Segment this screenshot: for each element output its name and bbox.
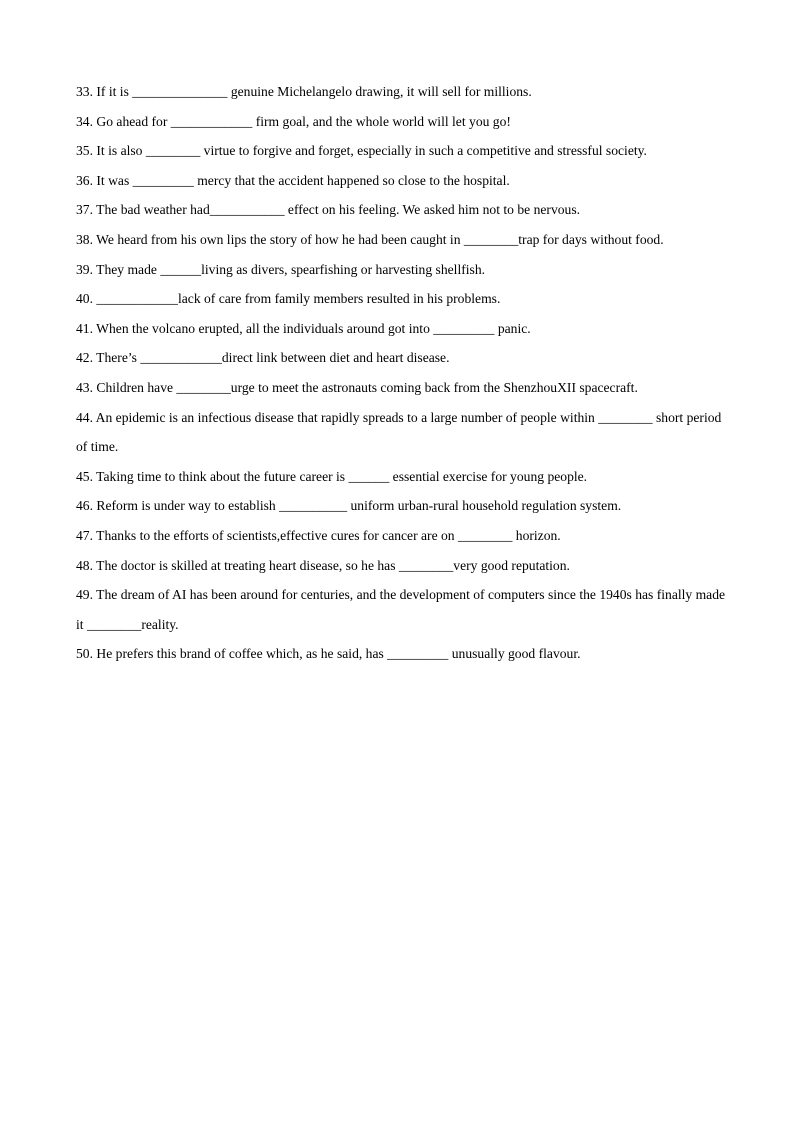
question-text: It was _________ mercy that the accident happened so close to the hospital. [96,172,510,188]
question-item [76,284,726,314]
question-text: Taking time to think about the future career is ______ essential exercise for young people. [96,468,588,484]
question-text: It is also ________ virtue to forgive and forget, especially in such a competitive and stressful society. [96,143,647,159]
question-item [76,314,726,344]
question-item [76,195,726,225]
question-text: We heard from his own lips the story of how he had been caught in ________trap for days without food. [96,231,664,247]
question-number: 42. [76,350,93,366]
question-item [76,343,726,373]
question-text: The doctor is skilled at treating heart disease, so he has ________very good reputation. [96,557,570,573]
question-text: If it is ______________ genuine Michelangelo drawing, it will sell for millions. [96,84,532,99]
question-number: 45. [76,468,93,484]
question-text: He prefers this brand of coffee which, as he said, has _________ unusually good flavour. [96,646,581,662]
question-item [76,580,726,639]
question-list [76,77,726,669]
question-item [76,551,726,581]
question-item [76,77,726,107]
question-item [76,462,726,492]
question-text: There’s ____________direct link between diet and heart disease. [96,350,450,366]
question-number: 33. [76,84,93,99]
question-text: The bad weather had___________ effect on his feeling. We asked him not to be nervous. [96,202,581,218]
question-item [76,373,726,403]
question-number: 44. [76,409,93,425]
question-number: 39. [76,261,93,277]
question-item [76,166,726,196]
question-text: Children have ________urge to meet the astronauts coming back from the ShenzhouXII spacecraft. [96,379,638,395]
question-text: When the volcano erupted, all the individuals around got into _________ panic. [96,320,531,336]
question-number: 35. [76,143,93,159]
question-item [76,491,726,521]
question-text: Go ahead for ____________ firm goal, and the whole world will let you go! [96,113,511,129]
question-number: 43. [76,379,93,395]
question-item [76,255,726,285]
question-number: 38. [76,231,93,247]
question-text: An epidemic is an infectious disease that rapidly spreads to a large number of people within ________ short period of time. [76,409,722,455]
question-item [76,403,726,462]
question-item [76,136,726,166]
question-number: 41. [76,320,93,336]
question-text: Thanks to the efforts of scientists,effective cures for cancer are on ________ horizon. [96,527,561,543]
question-item [76,521,726,551]
question-number: 40. [76,291,93,307]
question-number: 34. [76,113,93,129]
question-text: ____________lack of care from family members resulted in his problems. [96,291,501,307]
question-number: 49. [76,587,93,603]
question-number: 46. [76,498,93,514]
question-text: The dream of AI has been around for centuries, and the development of computers since the 1940s has finally made it ________reality. [76,587,726,632]
question-item [76,107,726,137]
question-item [76,639,726,669]
question-text: Reform is under way to establish __________ uniform urban-rural household regulation system. [96,498,622,514]
question-number: 50. [76,646,93,662]
question-text: They made ______living as divers, spearfishing or harvesting shellfish. [96,261,486,277]
question-number: 47. [76,527,93,543]
question-item [76,225,726,255]
question-number: 48. [76,557,93,573]
question-number: 37. [76,202,93,218]
question-number: 36. [76,172,93,188]
